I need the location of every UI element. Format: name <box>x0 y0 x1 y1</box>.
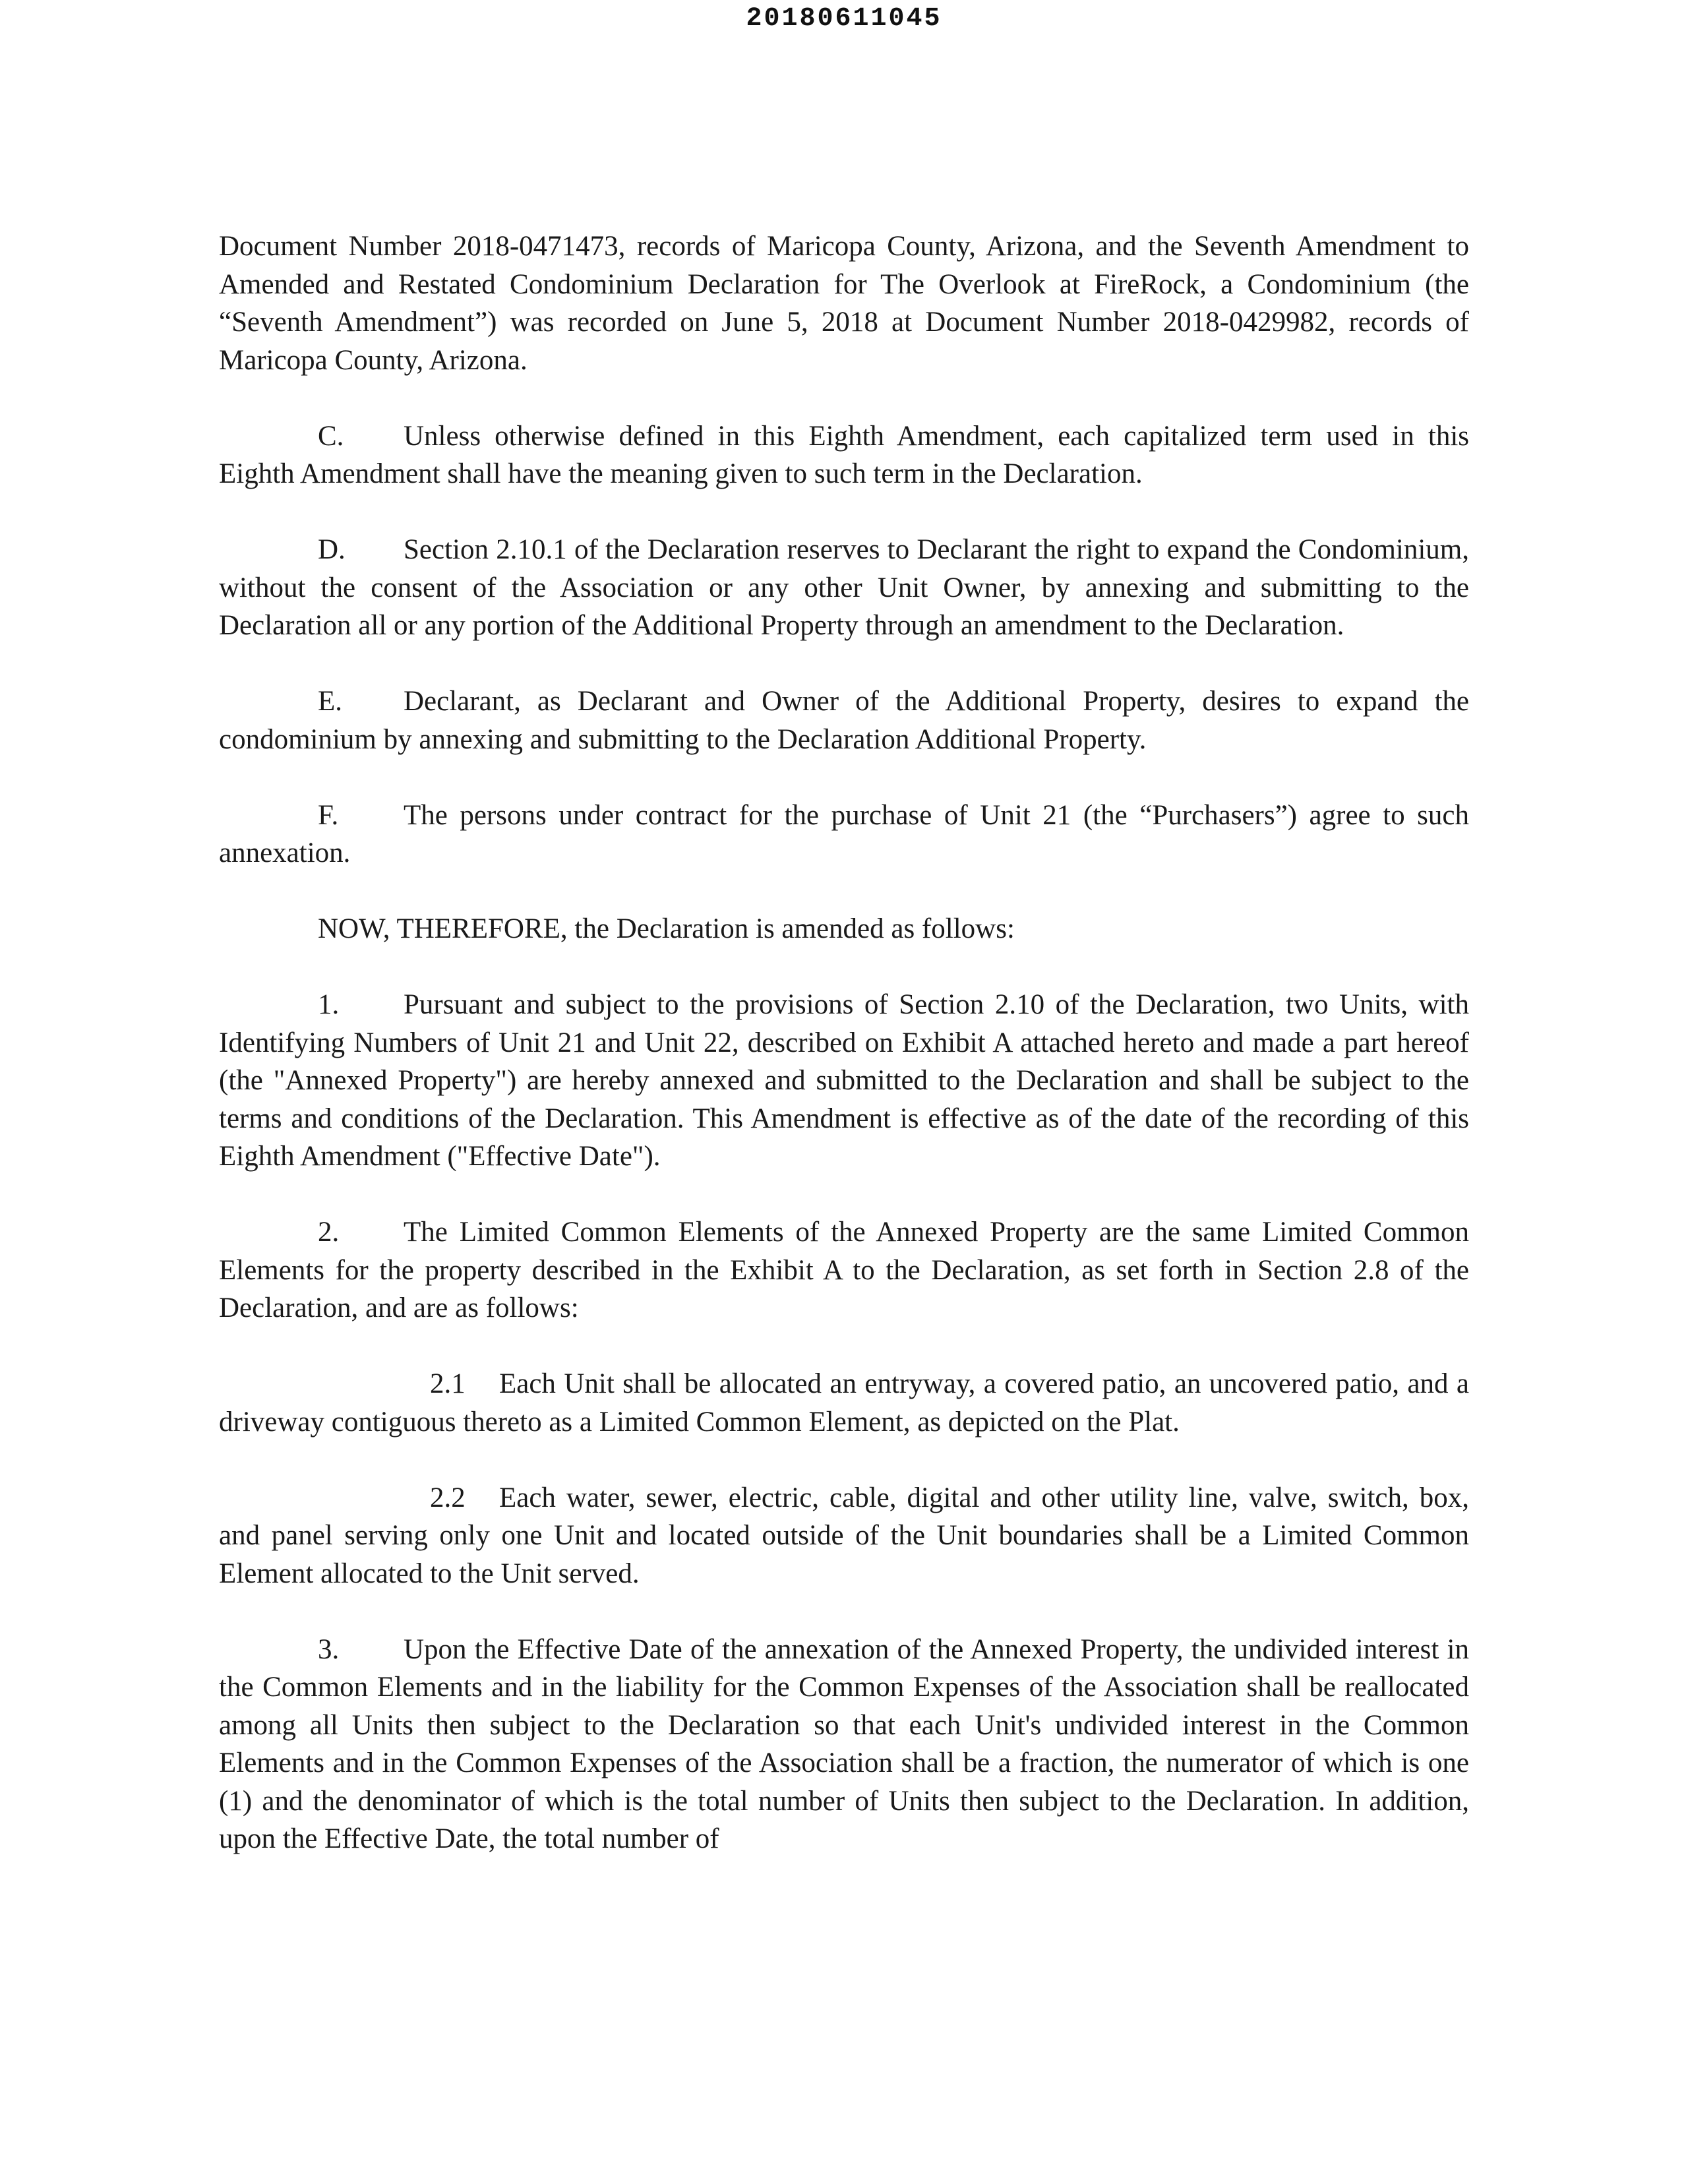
paragraph-text: Each water, sewer, electric, cable, digital and other utility line, valve, switch, box, and panel serving only one Unit and located outside of the Unit boundaries shall be a Limited Common Element allocated to the Unit served. <box>219 1482 1469 1589</box>
paragraph-text: Section 2.10.1 of the Declaration reserves to Declarant the right to expand the Condominium, without the consent of the Association or any other Unit Owner, by annexing and submitting to the Declaration all or any portion of the Additional Property through an amendment to the Declaration. <box>219 534 1469 641</box>
paragraph-text: Upon the Effective Date of the annexation of the Annexed Property, the undivided interest in the Common Elements and in the liability for the Common Expenses of the Association shall be reallocated among all Units then subject to the Declaration so that each Unit's undivided interest in the Common Elements and in the Common Expenses of the Association shall be a fraction, the numerator of which is one (1) and the denominator of which is the total number of Units then subject to the Declaration. In addition, upon the Effective Date, the total number of <box>219 1633 1469 1854</box>
now-therefore-clause <box>219 910 1469 948</box>
paragraph-text: Document Number 2018-0471473, records of Maricopa County, Arizona, and the Seventh Amendment to Amended and Restated Condominium Declaration for The Overlook at FireRock, a Condominium (the “Seventh Amendment”) was recorded on June 5, 2018 at Document Number 2018-0429982, records of Maricopa County, Arizona. <box>219 231 1469 376</box>
section-2-1 <box>219 1365 1469 1441</box>
paragraph-text: The persons under contract for the purchase of Unit 21 (the “Purchasers”) agree to such annexation. <box>219 799 1469 868</box>
document-body <box>219 228 1469 1858</box>
paragraph-continuation <box>219 228 1469 379</box>
subsection-label: 2.1 <box>430 1368 466 1399</box>
recital-d <box>219 531 1469 645</box>
paragraph-text: NOW, THEREFORE, the Declaration is amended as follows: <box>318 913 1015 944</box>
section-label: 3. <box>318 1633 340 1665</box>
subsection-label: 2.2 <box>430 1482 466 1513</box>
recital-label: D. <box>318 534 346 565</box>
recording-number: 20180611045 <box>746 4 942 34</box>
section-label: 1. <box>318 989 340 1020</box>
paragraph-text: Each Unit shall be allocated an entryway, a covered patio, an uncovered patio, and a driveway contiguous thereto as a Limited Common Element, as depicted on the Plat. <box>219 1368 1469 1438</box>
section-2-2 <box>219 1479 1469 1593</box>
recital-f <box>219 797 1469 872</box>
paragraph-text: The Limited Common Elements of the Annexed Property are the same Limited Common Elements for the property described in the Exhibit A to the Declaration, as set forth in Section 2.8 of the Declaration, and are as follows: <box>219 1217 1469 1323</box>
recital-c <box>219 417 1469 493</box>
recital-label: C. <box>318 420 344 452</box>
paragraph-text: Declarant, as Declarant and Owner of the Additional Property, desires to expand the condominium by annexing and submitting to the Declaration Additional Property. <box>219 686 1469 755</box>
section-3 <box>219 1631 1469 1858</box>
section-2 <box>219 1213 1469 1327</box>
recital-label: E. <box>318 686 343 717</box>
paragraph-text: Unless otherwise defined in this Eighth Amendment, each capitalized term used in this Eighth Amendment shall have the meaning given to such term in the Declaration. <box>219 420 1469 489</box>
section-label: 2. <box>318 1217 340 1248</box>
recital-label: F. <box>318 799 339 831</box>
paragraph-text: Pursuant and subject to the provisions of Section 2.10 of the Declaration, two Units, with Identifying Numbers of Unit 21 and Unit 22, described on Exhibit A attached hereto and made a part hereof (the "Annexed Property") are hereby annexed and submitted to the Declaration and shall be subject to the terms and conditions of the Declaration. This Amendment is effective as of the date of the recording of this Eighth Amendment ("Effective Date"). <box>219 989 1469 1172</box>
section-1 <box>219 986 1469 1176</box>
recital-e <box>219 682 1469 758</box>
